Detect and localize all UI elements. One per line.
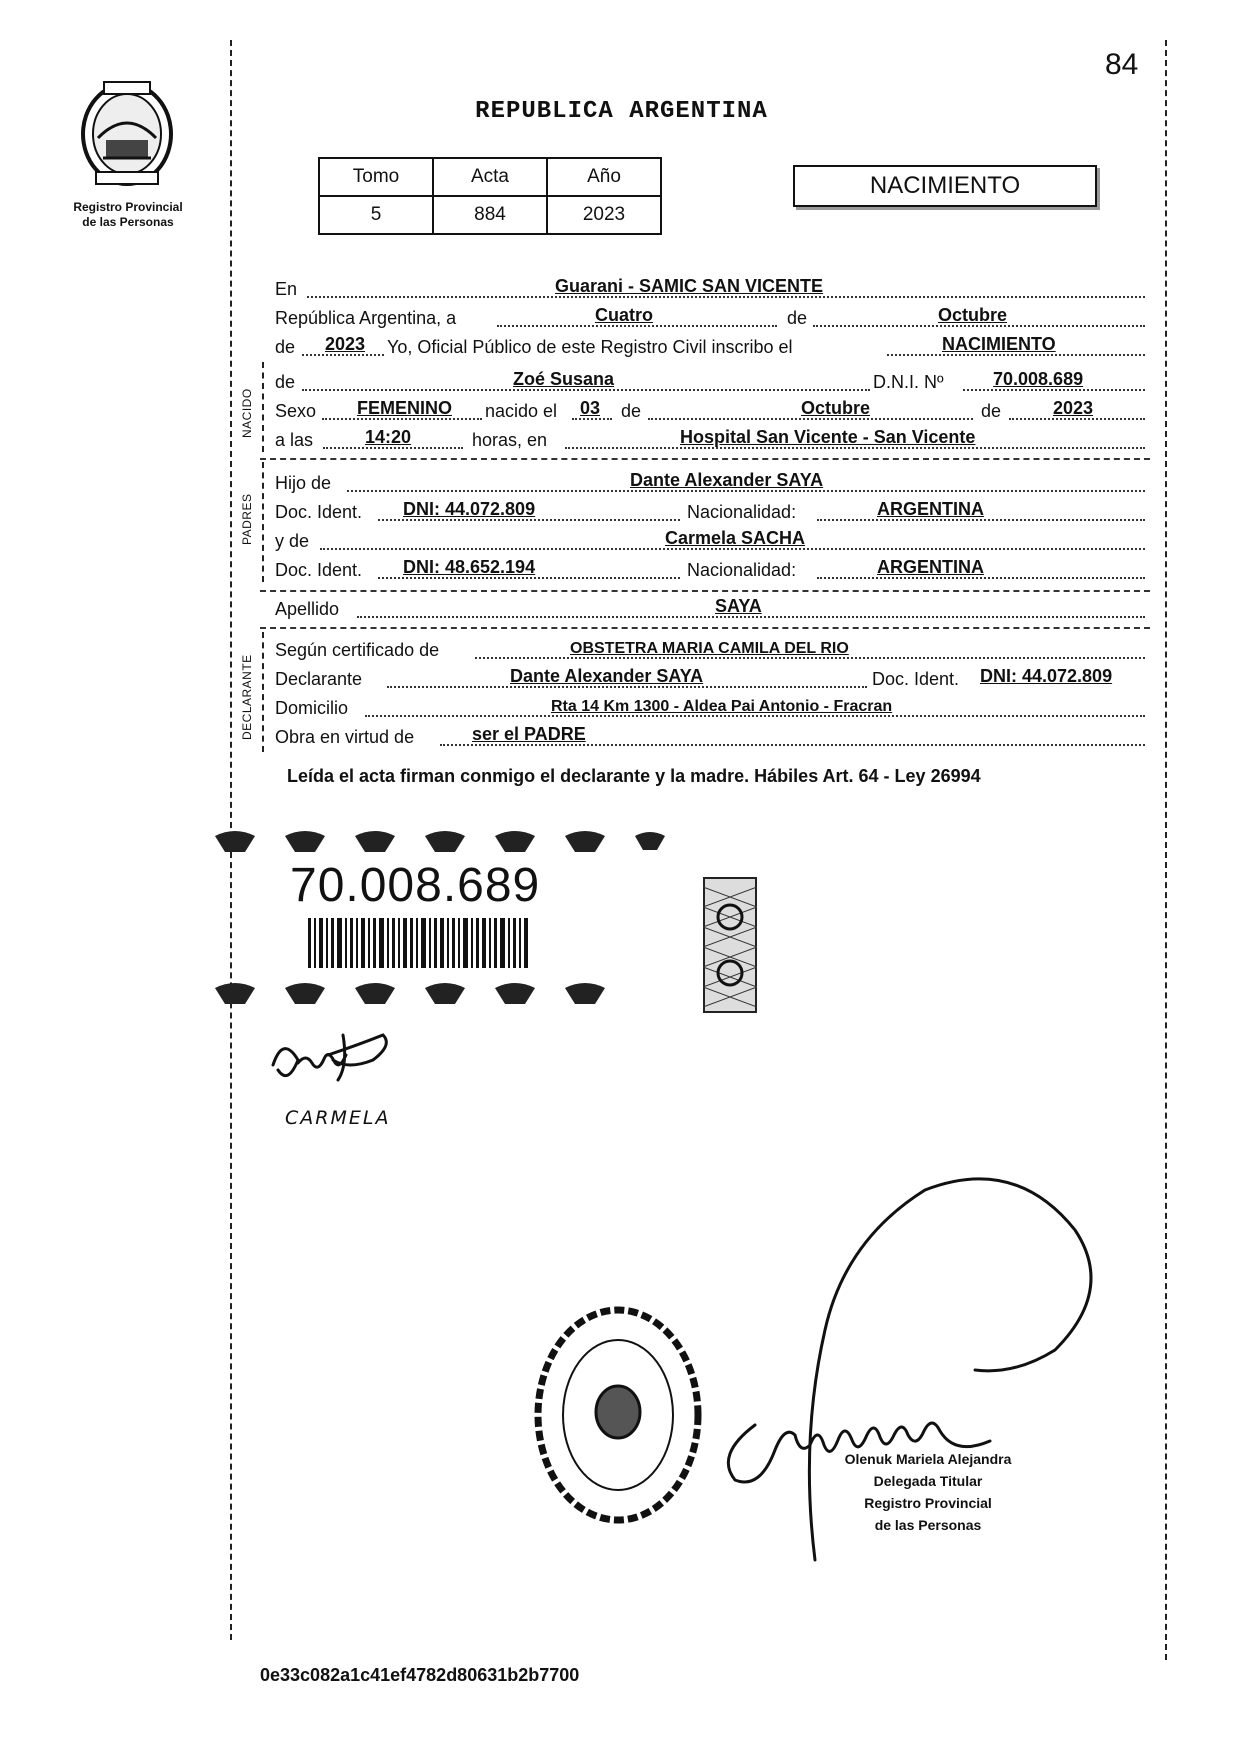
declarante-bar bbox=[262, 632, 264, 752]
month-value: Octubre bbox=[938, 305, 1008, 325]
line-obra bbox=[275, 720, 1145, 750]
cert-label: Según certificado de bbox=[275, 640, 440, 660]
agency-line-1: Registro Provincial bbox=[73, 200, 183, 214]
hijo-label: Hijo de bbox=[275, 473, 332, 493]
nacido-side-label: NACIDO bbox=[240, 388, 254, 438]
country-title: REPUBLICA ARGENTINA bbox=[475, 98, 768, 125]
line-republica bbox=[275, 301, 1145, 331]
obra-label: Obra en virtud de bbox=[275, 727, 415, 747]
mother-value: Carmela SACHA bbox=[665, 528, 806, 548]
header-anio: Año bbox=[547, 158, 661, 196]
sexo-value: FEMENINO bbox=[357, 398, 453, 418]
father-value: Dante Alexander SAYA bbox=[630, 470, 824, 490]
line-apellido bbox=[275, 592, 1145, 622]
apellido-label: Apellido bbox=[275, 599, 340, 619]
separator bbox=[260, 627, 1150, 629]
birth-year-value: 2023 bbox=[1053, 398, 1094, 418]
father-nat-value: ARGENTINA bbox=[877, 499, 984, 519]
nacionalidad-label: Nacionalidad: bbox=[687, 502, 797, 522]
right-margin-line bbox=[1165, 40, 1167, 1660]
line-father-doc bbox=[275, 495, 1145, 525]
closing-text: Leída el acta firman conmigo el declarante y la madre. Hábiles Art. 64 - Ley 26994 bbox=[287, 766, 981, 786]
official-stamp-text bbox=[808, 1448, 1048, 1536]
yde-label: y de bbox=[275, 531, 310, 551]
header-acta: Acta bbox=[433, 158, 547, 196]
de2-label: de bbox=[275, 337, 296, 357]
line-yo bbox=[275, 330, 1145, 360]
document-hash: 0e33c082a1c41ef4782d80631b2b7700 bbox=[260, 1665, 580, 1685]
birth-month-value: Octubre bbox=[801, 398, 871, 418]
padres-side-label: PADRES bbox=[240, 493, 254, 545]
value-anio: 2023 bbox=[547, 196, 661, 234]
dni-value: 70.008.689 bbox=[993, 369, 1084, 389]
time-value: 14:20 bbox=[365, 427, 412, 447]
declarante-side-label: DECLARANTE bbox=[240, 654, 254, 740]
declarante-doc-value: DNI: 44.072.809 bbox=[980, 666, 1113, 686]
horas-label: horas, en bbox=[472, 430, 548, 450]
line-yde bbox=[275, 524, 1145, 554]
declarante-value: Dante Alexander SAYA bbox=[510, 666, 704, 686]
provincial-seal-icon bbox=[78, 78, 176, 190]
nacido-label: nacido el bbox=[485, 401, 558, 421]
agency-line-2: de las Personas bbox=[82, 215, 174, 229]
obra-value: ser el PADRE bbox=[472, 724, 586, 744]
year-value: 2023 bbox=[325, 334, 366, 354]
value-tomo: 5 bbox=[319, 196, 433, 234]
official-title: Delegada Titular bbox=[873, 1473, 983, 1489]
doc-label: Doc. Ident. bbox=[275, 502, 363, 522]
page-number: 84 bbox=[1105, 48, 1139, 81]
line-declarante bbox=[275, 662, 1145, 692]
domicilio-label: Domicilio bbox=[275, 698, 349, 718]
hologram-seal-icon bbox=[703, 877, 757, 1013]
record-type-box: NACIMIENTO bbox=[793, 165, 1097, 207]
sexo-label: Sexo bbox=[275, 401, 317, 421]
day-value: Cuatro bbox=[595, 305, 653, 325]
header-tomo: Tomo bbox=[319, 158, 433, 196]
dni-label: D.N.I. Nº bbox=[873, 372, 944, 392]
mother-doc-value: DNI: 48.652.194 bbox=[403, 557, 536, 577]
en-value: Guarani - SAMIC SAN VICENTE bbox=[555, 276, 824, 296]
name-value: Zoé Susana bbox=[513, 369, 615, 389]
de-label: de bbox=[787, 308, 808, 328]
line-certificado bbox=[275, 633, 1145, 663]
line-nombre bbox=[275, 365, 1145, 395]
mother-nat-value: ARGENTINA bbox=[877, 557, 984, 577]
line-sexo bbox=[275, 394, 1145, 424]
cert-value: OBSTETRA MARIA CAMILA DEL RIO bbox=[570, 640, 849, 657]
en-label: En bbox=[275, 279, 298, 299]
apellido-value: SAYA bbox=[715, 596, 762, 616]
separator bbox=[260, 458, 1150, 460]
republica-label: República Argentina, a bbox=[275, 308, 457, 328]
official-round-seal-icon bbox=[530, 1300, 705, 1530]
handwritten-mother-name: CARMELA bbox=[285, 1107, 391, 1129]
line-en bbox=[275, 272, 1145, 302]
de-label: de bbox=[621, 401, 642, 421]
domicilio-value: Rta 14 Km 1300 - Aldea Pai Antonio - Fracran bbox=[551, 698, 893, 715]
registry-table bbox=[318, 157, 662, 235]
stamp-dni-number: 70.008.689 bbox=[290, 859, 541, 912]
value-acta: 884 bbox=[433, 196, 547, 234]
barcode-icon bbox=[308, 918, 533, 968]
place-value: Hospital San Vicente - San Vicente bbox=[680, 427, 976, 447]
declarante-signature bbox=[268, 1025, 398, 1095]
father-doc-value: DNI: 44.072.809 bbox=[403, 499, 536, 519]
yo-text: Yo, Oficial Público de este Registro Civil inscribo el bbox=[387, 337, 793, 357]
line-hijo bbox=[275, 466, 1145, 496]
line-hora bbox=[275, 423, 1145, 453]
doc-label: Doc. Ident. bbox=[275, 560, 363, 580]
declarante-label: Declarante bbox=[275, 669, 363, 689]
official-office-2: de las Personas bbox=[874, 1517, 982, 1533]
a-las-label: a las bbox=[275, 430, 314, 450]
agency-name bbox=[58, 200, 198, 230]
official-name: Olenuk Mariela Alejandra bbox=[844, 1451, 1012, 1467]
act-value: NACIMIENTO bbox=[942, 334, 1056, 354]
de-label: de bbox=[981, 401, 1002, 421]
official-office: Registro Provincial bbox=[864, 1495, 992, 1511]
padres-bar bbox=[262, 462, 264, 582]
de-label: de bbox=[275, 372, 296, 392]
line-domicilio bbox=[275, 691, 1145, 721]
birth-day-value: 03 bbox=[580, 398, 601, 418]
nacido-bar bbox=[262, 362, 264, 452]
line-mother-doc bbox=[275, 553, 1145, 583]
doc-label: Doc. Ident. bbox=[872, 669, 960, 689]
nacionalidad-label: Nacionalidad: bbox=[687, 560, 797, 580]
